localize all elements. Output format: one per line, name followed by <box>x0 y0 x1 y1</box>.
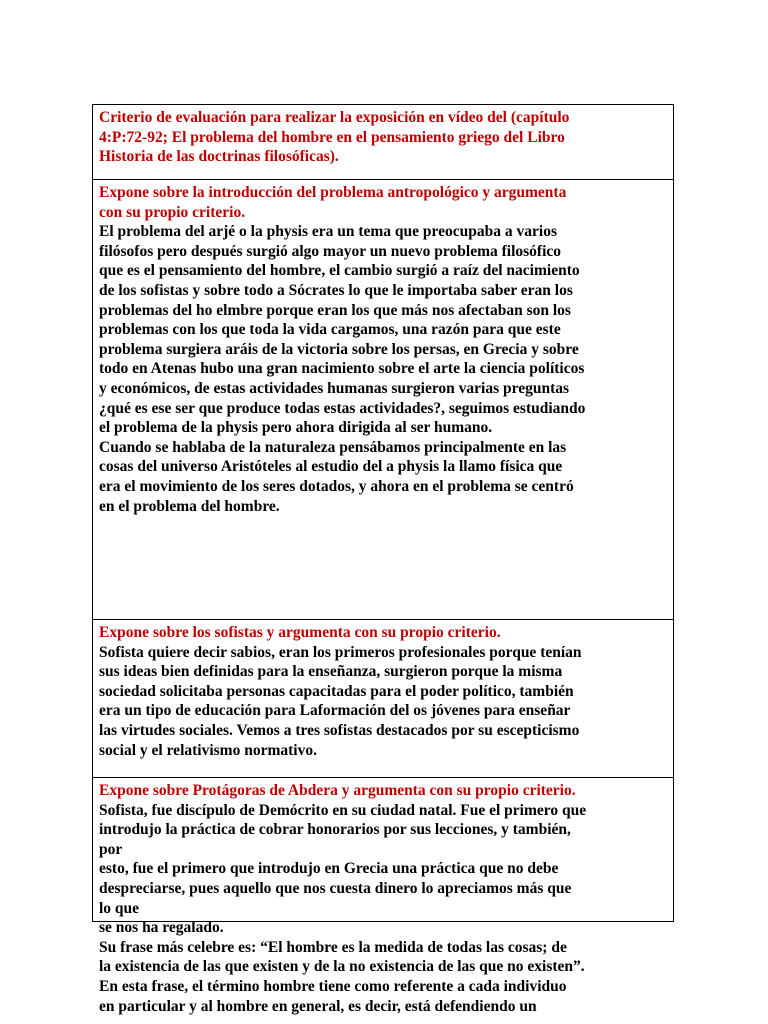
header-line: 4:P:72-92; El problema del hombre en el pensamiento griego del Libro <box>99 128 565 146</box>
body-line: Sofista, fue discípulo de Demócrito en su ciudad natal. Fue el primero que <box>99 801 587 819</box>
body-line: El problema del arjé o la physis era un tema que preocupaba a varios <box>99 223 557 241</box>
body-line: el problema de la physis pero ahora dirigida al ser humano. <box>99 419 493 437</box>
body-line: problema surgiera aráis de la victoria sobre los persas, en Grecia y sobre <box>99 340 579 358</box>
body-line: era un tipo de educación para Laformación del os jóvenes para enseñar <box>99 702 571 720</box>
body-line: Sofista quiere decir sabios, eran los primeros profesionales porque tenían <box>99 643 582 661</box>
body-line: despreciarse, pues aquello que nos cuesta dinero lo apreciamos más que <box>99 879 572 897</box>
body-line: En esta frase, el término hombre tiene como referente a cada individuo <box>99 977 567 995</box>
body-line: las virtudes sociales. Vemos a tres sofistas destacados por su escepticismo <box>99 721 580 739</box>
body-line: problemas del ho elmbre porque eran los que más nos afectaban son los <box>99 301 571 319</box>
section-sophists <box>93 620 673 778</box>
section-heading: Expone sobre Protágoras de Abdera y argumenta con su propio criterio. <box>99 782 576 799</box>
body-line: cosas del universo Aristóteles al estudio del a physis la llamo física que <box>99 458 563 476</box>
header-line: Criterio de evaluación para realizar la exposición en vídeo del (capítulo <box>99 109 570 126</box>
body-line: todo en Atenas hubo una gran nacimiento sobre el arte la ciencia políticos <box>99 360 585 378</box>
section-heading: Expone sobre los sofistas y argumenta con su propio criterio. <box>99 624 501 641</box>
body-line: la existencia de las que existen y de la no existencia de las que no existen”. <box>99 958 585 976</box>
body-line: se nos ha regalado. <box>99 919 224 937</box>
body-line: y económicos, de estas actividades humanas surgieron varias preguntas <box>99 379 570 397</box>
section-protagoras <box>93 778 673 1015</box>
evaluation-table <box>92 104 674 1015</box>
body-line: esto, fue el primero que introdujo en Grecia una práctica que no debe <box>99 860 559 878</box>
body-line: de los sofistas y sobre todo a Sócrates lo que le importaba saber eran los <box>99 281 573 299</box>
body-line: Cuando se hablaba de la naturaleza pensábamos principalmente en las <box>99 438 567 456</box>
section-heading: Expone sobre la introducción del problema antropológico y argumenta <box>99 184 567 201</box>
body-line: filósofos pero después surgió algo mayor un nuevo problema filosófico <box>99 242 562 260</box>
body-line: lo que <box>99 899 140 917</box>
body-line: sus ideas bien definidas para la enseñanza, surgieron porque la misma <box>99 663 563 681</box>
body-line: ¿qué es ese ser que produce todas estas actividades?, seguimos estudiando <box>99 399 586 417</box>
body-line: social y el relativismo normativo. <box>99 741 317 759</box>
body-line: en particular y al hombre en general, es decir, está defendiendo un <box>99 997 537 1015</box>
body-line: era el movimiento de los seres dotados, y ahora en el problema se centró <box>99 477 574 495</box>
body-line: Su frase más celebre es: “El hombre es la medida de todas las cosas; de <box>99 938 567 956</box>
header-line: Historia de las doctrinas filosóficas). <box>99 148 339 166</box>
body-line: en el problema del hombre. <box>99 497 280 515</box>
section-anthropological-problem <box>93 180 673 620</box>
body-line: por <box>99 840 123 858</box>
header-cell <box>93 105 673 180</box>
body-line: que es el pensamiento del hombre, el cambio surgió a raíz del nacimiento <box>99 262 580 280</box>
body-line: sociedad solicitaba personas capacitadas para el poder político, también <box>99 682 574 700</box>
body-line: problemas con los que toda la vida cargamos, una razón para que este <box>99 321 561 339</box>
body-line: introdujo la práctica de cobrar honorarios por sus lecciones, y también, <box>99 821 571 839</box>
section-heading: con su propio criterio. <box>99 203 246 221</box>
